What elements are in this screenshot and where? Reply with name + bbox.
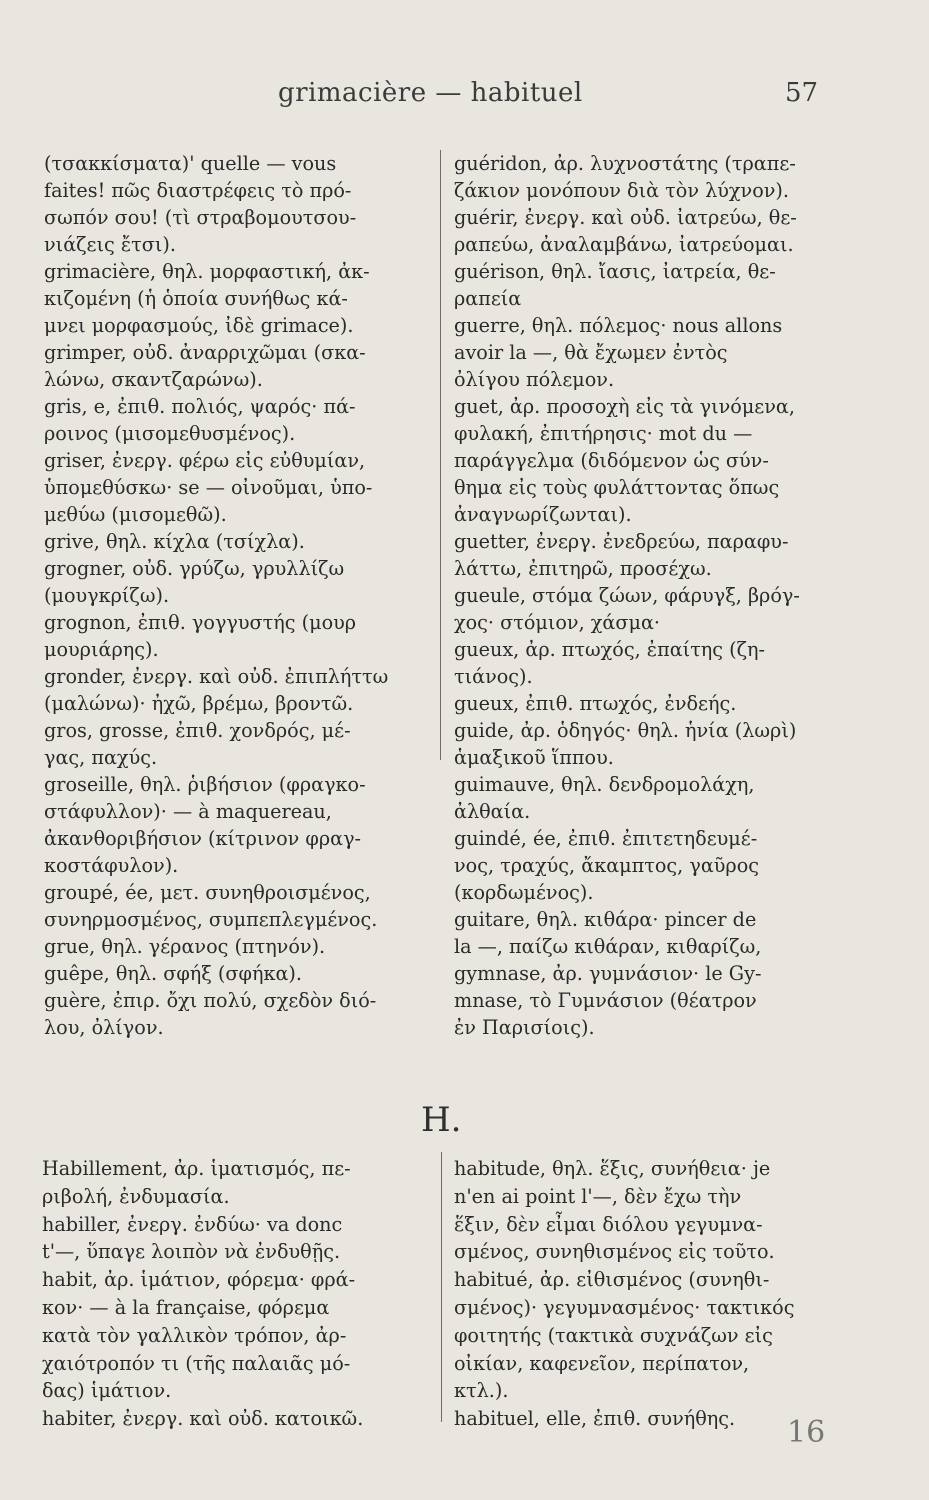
entry-line: habitué, ἀρ. εἰθισμένος (συνηθι- [454,1268,770,1292]
entry-line: guide, ἀρ. ὁδηγός· θηλ. ἡνία (λωρὶ) [454,719,797,742]
entry-line: κατὰ τὸν γαλλικὸν τρόπον, ἀρ- [42,1323,347,1347]
entry-line: gros, grosse, ἐπιθ. χονδρός, μέ- [44,719,351,742]
entry-line: la —, παίζω κιθάραν, κιθαρίζω, [454,935,762,958]
entry-line: σωπόν σου! (τὶ στραβομουτσου- [44,206,357,229]
entry-line: νος, τραχύς, ἄκαμπτος, γαῦρος [454,854,760,877]
entry-line: ἀναγνωρίζωνται). [454,503,632,526]
entry-line: groseille, θηλ. ῥιβήσιον (φραγκο- [44,773,366,796]
entry-line: faites! πῶς διαστρέφεις τὸ πρό- [44,179,352,202]
entry-line: habituel, elle, ἐπιθ. συνήθης. [454,1407,736,1431]
entry-line: groupé, ée, μετ. συνηθροισμένος, [44,881,371,904]
entry-line: gueux, ἀρ. πτωχός, ἐπαίτης (ζη- [454,638,766,661]
entry-line: grive, θηλ. κίχλα (τσίχλα). [44,530,305,553]
entry-line: gueux, ἐπιθ. πτωχός, ἐνδεής. [454,692,737,715]
entry-line: ὀλίγου πόλεμον. [454,368,615,391]
entry-line: habiller, ἐνεργ. ἐνδύω· va donc [42,1212,343,1236]
entry-line: (μαλώνω)· ἠχῶ, βρέμω, βροντῶ. [44,692,354,715]
left-column-top [44,150,426,1041]
entry-line: ἐν Παρισίοις). [454,1016,595,1039]
entry-line: griser, ἐνεργ. φέρω εἰς εὐθυμίαν, [44,449,366,472]
entry-line: στάφυλλον)· — à maquereau, [44,800,332,823]
entry-line: νιάζεις ἔτσι). [44,233,176,256]
entry-line: ἀλθαία. [454,800,531,823]
running-title: grimacière — habituel [278,78,583,108]
column-divider [440,150,441,760]
entry-line: gronder, ἐνεργ. καὶ οὐδ. ἐπιπλήττω [44,665,389,688]
entry-line: χος· στόμιον, χάσμα· [454,611,661,634]
entry-line: φοιτητής (τακτικὰ συχνάζων εἰς [454,1323,773,1347]
entry-line: guetter, ἐνεργ. ἐνεδρεύω, παραφυ- [454,530,789,553]
entry-line: guerre, θηλ. πόλεμος· nous allons [454,314,783,337]
column-divider [441,1152,442,1422]
entry-line: guère, ἐπιρ. ὄχι πολύ, σχεδὸν διό- [44,989,377,1012]
entry-line: ραπεύω, ἀναλαμβάνω, ἰατρεύομαι. [454,233,794,256]
entry-line: grue, θηλ. γέρανος (πτηνόν). [44,935,326,958]
entry-line: ἁμαξικοῦ ἵππου. [454,746,614,769]
entry-line: παράγγελμα (διδόμενον ὡς σύν- [454,449,769,472]
right-column-top [454,150,839,1041]
signature-number: 16 [787,1415,826,1450]
entry-line: (μουγκρίζω). [44,584,170,607]
entry-line: γας, παχύς. [44,746,158,769]
entry-line: (τσακκίσματα)' quelle — vous [44,152,337,175]
entry-line: n'en ai point l'—, δὲν ἔχω τὴν [454,1184,742,1208]
entry-line: χαιότροπόν τι (τῆς παλαιᾶς μό- [42,1351,351,1375]
entry-line: σμένος, συνηθισμένος εἰς τοῦτο. [454,1240,775,1264]
entry-line: ὑπομεθύσκω· se — οἰνοῦμαι, ὑπο- [44,476,373,499]
entry-line: grognon, ἐπιθ. γογγυστής (μουρ [44,611,357,634]
entry-line: λάττω, ἐπιτηρῶ, προσέχω. [454,557,712,580]
entry-line: grogner, οὐδ. γρύζω, γρυλλίζω [44,557,345,580]
entry-line: σμένος)· γεγυμνασμένος· τακτικός [454,1295,795,1319]
entry-line: guet, ἀρ. προσοχὴ εἰς τὰ γινόμενα, [454,395,795,418]
entry-line: θημα εἰς τοὺς φυλάττοντας ὅπως [454,476,780,499]
right-column-bottom [454,1155,844,1433]
entry-line: κιζομένη (ἡ ὁποία συνήθως κά- [44,287,348,310]
entry-line: grimper, οὐδ. ἀναρριχῶμαι (σκα- [44,341,366,364]
entry-line: guérison, θηλ. ἴασις, ἰατρεία, θε- [454,260,776,283]
entry-line: gris, e, ἐπιθ. πολιός, ψαρός· πά- [44,395,356,418]
entry-line: λώνω, σκαντζαρώνω). [44,368,263,391]
entry-line: mnase, τὸ Γυμνάσιον (θέατρον [454,989,757,1012]
entry-line: gymnase, ἀρ. γυμνάσιον· le Gy- [454,962,762,985]
entry-line: habitude, θηλ. ἕξις, συνήθεια· je [454,1157,771,1180]
entry-line: ἕξιν, δὲν εἶμαι διόλου γεγυμνα- [454,1212,763,1236]
entry-line: guimauve, θηλ. δενδρομολάχη, [454,773,755,796]
entry-line: κτλ.). [454,1379,509,1403]
entry-line: gueule, στόμα ζώων, φάρυγξ, βρόγ- [454,584,800,607]
entry-line: habiter, ἐνεργ. καὶ οὐδ. κατοικῶ. [42,1407,364,1431]
entry-line: habit, ἀρ. ἱμάτιον, φόρεμα· φρά- [42,1268,356,1292]
entry-line: guéridon, ἀρ. λυχνοστάτης (τραπε- [454,152,796,175]
entry-line: guindé, ée, ἐπιθ. ἐπιτετηδευμέ- [454,827,758,850]
entry-line: μουριάρης). [44,638,159,661]
left-column-bottom [42,1155,434,1433]
entry-line: avoir la —, θὰ ἔχωμεν ἐντὸς [454,341,728,364]
entry-line: κοστάφυλον). [44,854,179,877]
entry-line: συνηρμοσμένος, συμπεπλεγμένος. [44,908,378,931]
entry-line: ζάκιον μονόπουν διὰ τὸν λύχνον). [454,179,789,202]
entry-line: ἀκανθοριβήσιον (κίτρινον φραγ- [44,827,362,850]
entry-line: guérir, ἐνεργ. καὶ οὐδ. ἰατρεύω, θε- [454,206,797,229]
entry-line: φυλακή, ἐπιτήρησις· mot du — [454,422,753,445]
entry-line: ροινος (μισομεθυσμένος). [44,422,296,445]
entry-line: guêpe, θηλ. σφήξ (σφήκα). [44,962,302,985]
entry-line: μεθύω (μισομεθῶ). [44,503,227,526]
entry-line: guitare, θηλ. κιθάρα· pincer de [454,908,757,931]
entry-line: ραπεία [454,287,522,310]
entry-line: grimacière, θηλ. μορφαστική, ἀκ- [44,260,370,283]
entry-line: (κορδωμένος). [454,881,594,904]
entry-line: Habillement, ἀρ. ἱματισμός, πε- [42,1157,351,1180]
entry-line: λου, ὀλίγον. [44,1016,164,1039]
entry-line: μνει μορφασμούς, ἰδὲ grimace). [44,314,354,337]
page-number: 57 [785,78,819,108]
entry-line: ριβολή, ἐνδυμασία. [42,1184,230,1208]
entry-line: t'—, ὕπαγε λοιπὸν νὰ ἐνδυθῇς. [42,1240,341,1264]
entry-line: κον· — à la française, φόρεμα [42,1295,330,1319]
page-header [0,78,929,118]
entry-line: δας) ἱμάτιον. [42,1379,172,1403]
entry-line: οἰκίαν, καφενεῖον, περίπατον, [454,1351,750,1375]
section-letter-heading: H. [421,1100,462,1140]
entry-line: τιάνος). [454,665,533,688]
